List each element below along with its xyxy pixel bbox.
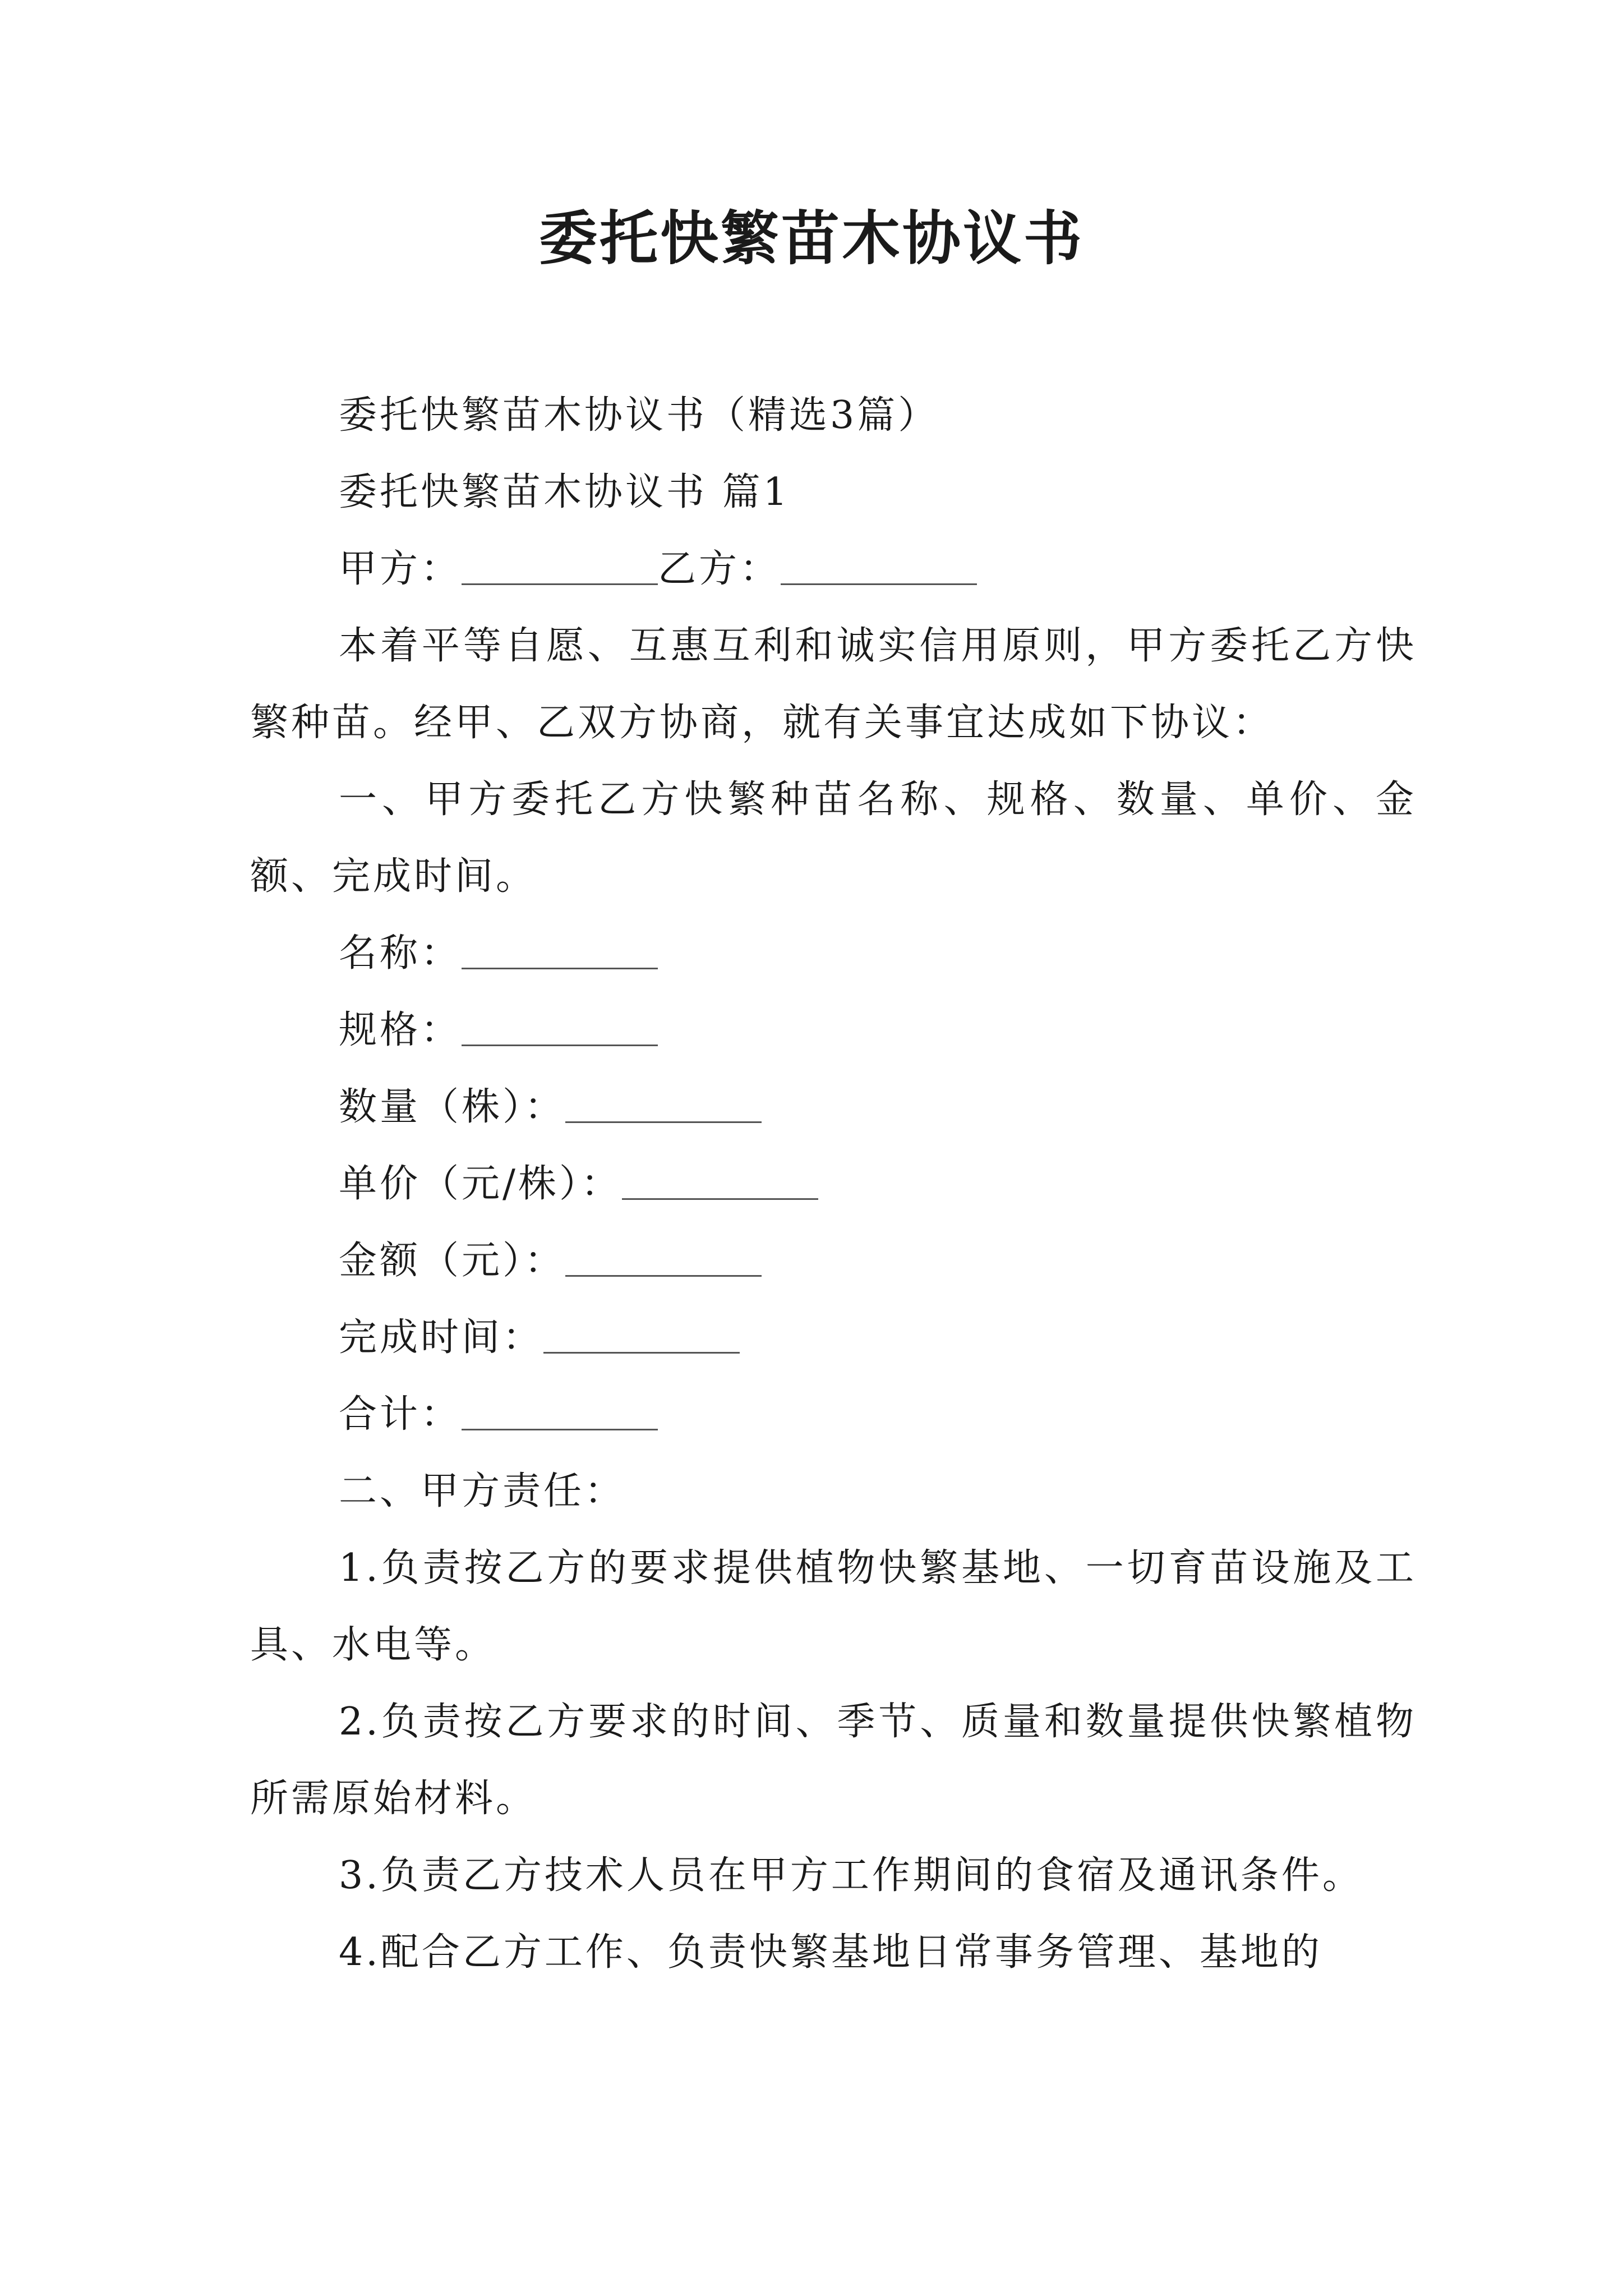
document-body (250, 377, 1417, 1991)
field-label: 名称： (339, 931, 462, 976)
clause-2-item: 3.负责乙方技术人员在甲方工作期间的食宿及通讯条件。 (339, 1853, 1363, 1898)
document-title: 委托快繁苗木协议书 (538, 204, 1084, 273)
field-blank (462, 1395, 658, 1430)
intro-paragraph: 本着平等自愿、互惠互利和诚实信用原则，甲方委托乙方快繁种苗。经甲、乙双方协商，就有关事宜达成如下协议： (250, 624, 1417, 745)
field-label: 数量（株）： (339, 1085, 566, 1129)
party-b-blank (781, 550, 977, 585)
field-label: 完成时间： (339, 1315, 544, 1360)
clause-2-item: 1.负责按乙方的要求提供植物快繁基地、一切育苗设施及工具、水电等。 (250, 1546, 1417, 1667)
section-heading: 委托快繁苗木协议书 篇1 (339, 470, 790, 514)
field-amount (250, 1222, 1417, 1299)
parties-line (250, 531, 1417, 608)
clause-2-item: 2.负责按乙方要求的时间、季节、质量和数量提供快繁植物所需原始材料。 (250, 1700, 1417, 1821)
clause-1-heading: 一、甲方委托乙方快繁种苗名称、规格、数量、单价、金额、完成时间。 (250, 777, 1417, 899)
field-blank (565, 1241, 762, 1277)
field-blank (462, 934, 658, 969)
field-label: 单价（元/株）： (339, 1162, 622, 1206)
clause-2-item: 4.配合乙方工作、负责快繁基地日常事务管理、基地的 (339, 1930, 1322, 1975)
party-a-label: 甲方： (339, 547, 462, 591)
field-blank (565, 1088, 762, 1123)
field-blank (462, 1011, 658, 1046)
field-unit-price (250, 1145, 1417, 1222)
field-spec (250, 992, 1417, 1069)
field-blank (622, 1165, 818, 1200)
party-a-blank (462, 550, 658, 585)
field-label: 规格： (339, 1008, 462, 1052)
field-name (250, 915, 1417, 992)
document-subtitle: 委托快繁苗木协议书（精选3篇） (339, 393, 939, 438)
field-total (250, 1376, 1417, 1453)
field-quantity (250, 1069, 1417, 1145)
clause-2-heading: 二、甲方责任： (339, 1469, 626, 1513)
field-label: 金额（元）： (339, 1239, 566, 1283)
party-b-label: 乙方： (658, 547, 781, 591)
field-blank (543, 1318, 740, 1354)
field-label: 合计： (339, 1392, 462, 1437)
field-completion-time (250, 1299, 1417, 1376)
